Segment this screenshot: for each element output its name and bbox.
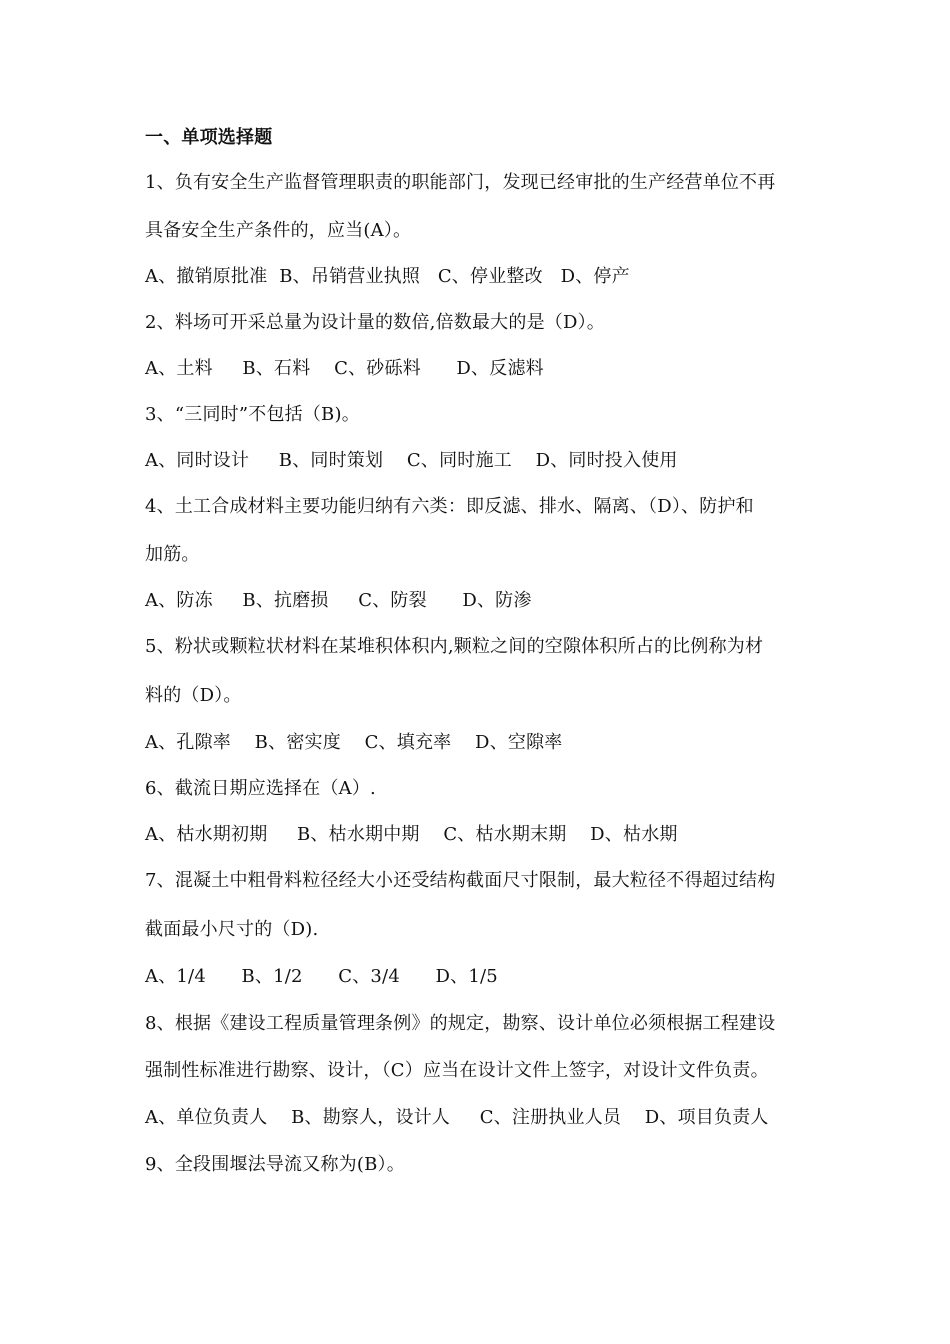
- question-3-options: A、同时设计 B、同时策划 C、同时施工 D、同时投入使用: [145, 450, 678, 471]
- question-8-stem-line-2: 强制性标准进行勘察、设计，（C）应当在设计文件上签字，对设计文件负责。: [145, 1060, 769, 1081]
- question-1-options: A、撤销原批准 B、吊销营业执照 C、停业整改 D、停产: [145, 266, 630, 287]
- question-2-options: A、土料 B、石料 C、砂砾料 D、反滤料: [145, 358, 544, 379]
- question-3-stem: 3、“三同时”不包括（B)。: [145, 404, 360, 425]
- question-5-stem-line-2: 料的（D）。: [145, 685, 242, 706]
- question-1-stem-line-2: 具备安全生产条件的，应当(A）。: [145, 220, 412, 241]
- question-4-stem-line-2: 加筋。: [145, 544, 200, 565]
- question-8-options: A、单位负责人 B、勘察人，设计人 C、注册执业人员 D、项目负责人: [145, 1107, 769, 1128]
- question-6-stem: 6、截流日期应选择在（A）.: [145, 778, 376, 799]
- question-5-stem-line-1: 5、粉状或颗粒状材料在某堆积体积内,颗粒之间的空隙体积所占的比例称为材: [145, 636, 764, 657]
- question-1-stem-line-1: 1、负有安全生产监督管理职责的职能部门，发现已经审批的生产经营单位不再: [145, 172, 776, 193]
- question-6-options: A、枯水期初期 B、枯水期中期 C、枯水期末期 D、枯水期: [145, 824, 678, 845]
- section-title: 一、单项选择题: [145, 127, 273, 148]
- question-7-stem-line-1: 7、混凝土中粗骨料粒径经大小还受结构截面尺寸限制，最大粒径不得超过结构: [145, 870, 776, 891]
- question-9-stem: 9、全段围堰法导流又称为(B）。: [145, 1154, 405, 1175]
- question-7-options: A、1/4 B、1/2 C、3/4 D、1/5: [145, 966, 498, 987]
- question-2-stem: 2、料场可开采总量为设计量的数倍,倍数最大的是（D）。: [145, 312, 606, 333]
- question-4-options: A、防冻 B、抗磨损 C、防裂 D、防渗: [145, 590, 532, 611]
- question-5-options: A、孔隙率 B、密实度 C、填充率 D、空隙率: [145, 732, 563, 753]
- question-4-stem-line-1: 4、土工合成材料主要功能归纳有六类：即反滤、排水、隔离、（D）、防护和: [145, 496, 754, 517]
- question-8-stem-line-1: 8、根据《建设工程质量管理条例》的规定，勘察、设计单位必须根据工程建设: [145, 1013, 776, 1034]
- question-7-stem-line-2: 截面最小尺寸的（D).: [145, 919, 319, 940]
